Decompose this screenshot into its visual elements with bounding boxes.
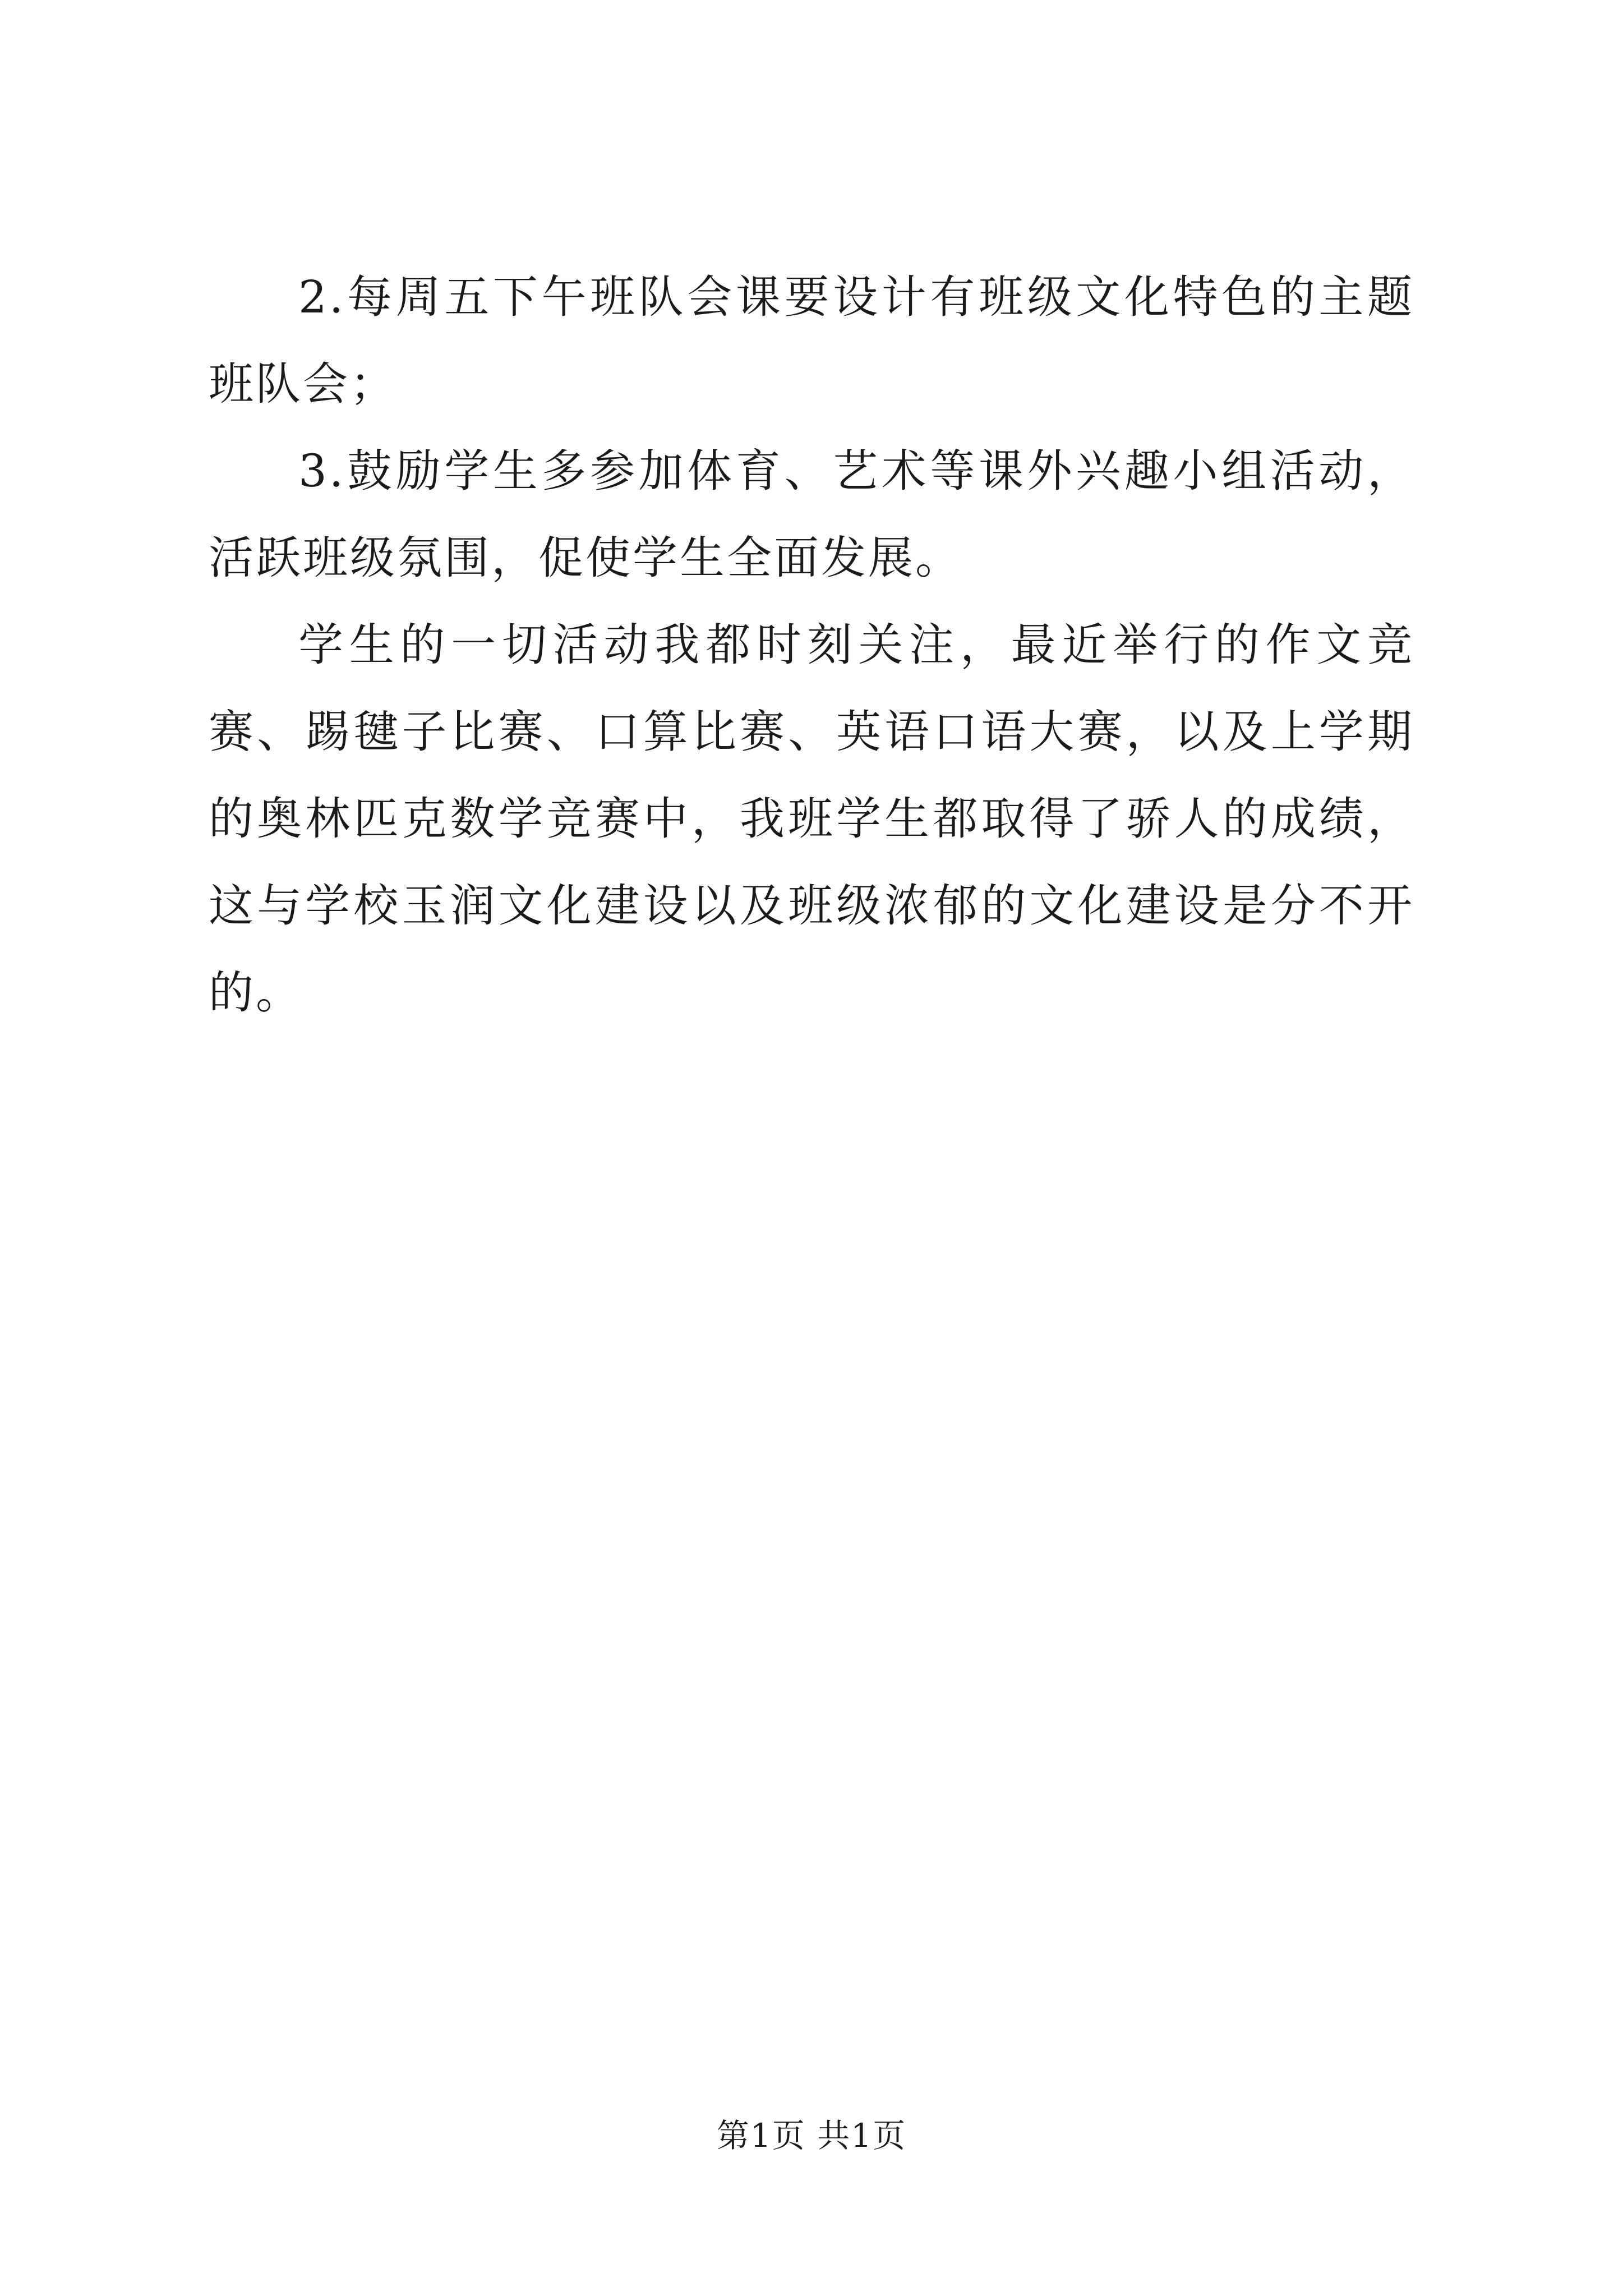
paragraph-item-3: 3.鼓励学生多参加体育、艺术等课外兴趣小组活动，活跃班级氛围，促使学生全面发展。 xyxy=(209,445,1414,584)
paragraph-summary: 学生的一切活动我都时刻关注，最近举行的作文竞赛、踢毽子比赛、口算比赛、英语口语大赛，以及上学期的奥林匹克数学竞赛中，我班学生都取得了骄人的成绩，这与学校玉润文化建设以及班级浓郁的文化建设是分不开的。 xyxy=(209,619,1414,1019)
paragraph-item-2: 2.每周五下午班队会课要设计有班级文化特色的主题班队会； xyxy=(209,271,1414,410)
document-body xyxy=(209,254,1414,1036)
page-footer: 第1页 共1页 xyxy=(716,2116,907,2155)
